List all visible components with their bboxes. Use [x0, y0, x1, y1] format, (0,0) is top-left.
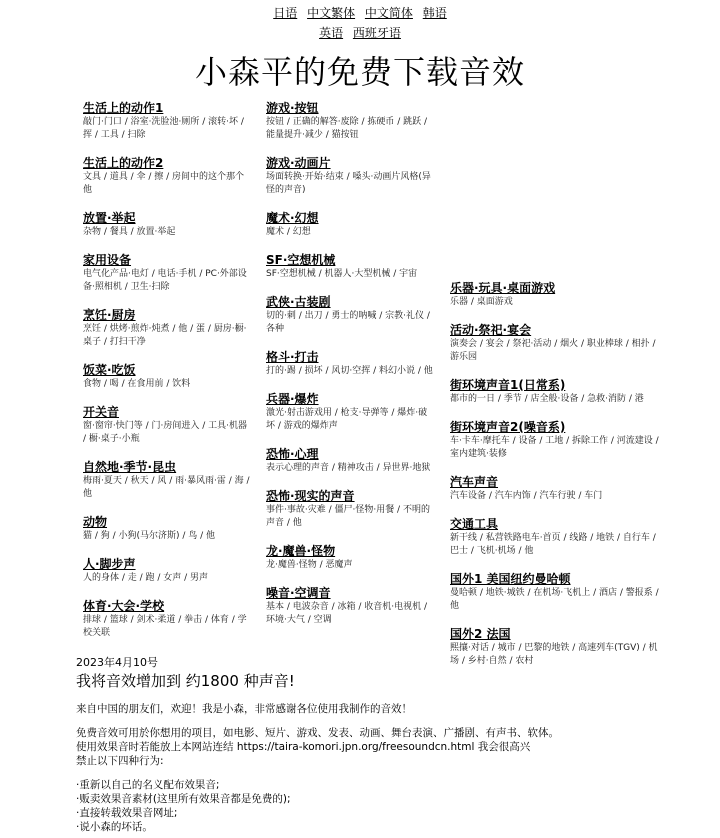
category-subtopics: 激光·射击游戏用 / 枪支·导弹等 / 爆炸·破坏 / 游戏的爆炸声	[266, 408, 428, 431]
category-subtopics: 窗·窗帘·快门等 / 门·房间进入 / 工具·机器 / 橱·桌子·小瓶	[83, 421, 247, 444]
news-section	[76, 655, 676, 834]
category-block	[450, 419, 665, 461]
category-block	[266, 391, 434, 433]
category-subtopics: 新干线 / 私营铁路电车·首页 / 线路 / 地铁 / 自行车 / 巴士 / 飞机·机场 / 他	[450, 533, 656, 556]
category-subtopics: 排球 / 篮球 / 剑术·柔道 / 拳击 / 体育 / 学校关联	[83, 615, 247, 638]
category-subtopics: 梅雨·夏天 / 秋天 / 风 / 雨·暴风雨·雷 / 海 / 他	[83, 476, 250, 499]
category-block	[450, 280, 665, 309]
prohibited-item: ·说小森的坏话。	[76, 821, 153, 833]
category-link[interactable]: 乐器·玩具·桌面游戏	[450, 281, 556, 295]
category-subtopics: 演奏会 / 宴会 / 祭祀·活动 / 烟火 / 职业棒球 / 相扑 / 游乐园	[450, 339, 656, 362]
category-subtopics: 曼哈顿 / 地铁·城铁 / 在机场·飞机上 / 酒店 / 警报系 / 他	[450, 588, 659, 611]
category-subtopics: 烹饪 / 烘烤·煎炸·炖煮 / 他 / 蛋 / 厨房·橱·桌子 / 打扫干净	[83, 324, 247, 347]
category-link[interactable]: 龙·魔兽·怪物	[266, 544, 336, 558]
category-link[interactable]: 汽车声音	[450, 475, 499, 489]
category-link[interactable]: 活动·祭祀·宴会	[450, 323, 532, 337]
category-block	[450, 322, 665, 364]
category-block	[266, 349, 434, 378]
category-block	[450, 377, 665, 406]
category-link[interactable]: 恐怖·心理	[266, 447, 319, 461]
category-subtopics: 乐器 / 桌面游戏	[450, 297, 513, 307]
language-link-simplified-chinese[interactable]: 中文简体	[364, 6, 413, 20]
category-subtopics: 魔术 / 幻想	[266, 227, 311, 237]
category-link[interactable]: 自然地·季节·昆虫	[83, 460, 177, 474]
category-block	[266, 585, 434, 627]
news-headline: 我将音效增加到 约1800 种声音!	[76, 672, 295, 690]
category-link[interactable]: 游戏·动画片	[266, 156, 331, 170]
news-date: 2023年4月10号	[76, 656, 158, 669]
category-block	[450, 516, 665, 558]
category-subtopics: 车·卡车·摩托车 / 设备 / 工地 / 拆除工作 / 河流建设 / 室内建筑·装修	[450, 436, 659, 459]
category-block	[83, 598, 251, 640]
category-block	[83, 210, 251, 239]
language-links-row-1	[0, 0, 720, 23]
usage-line-2: 使用效果音时若能放上本网站连结 https://taira-komori.jpn.org/freesoundcn.html 我会很高兴	[76, 741, 531, 753]
category-block	[266, 294, 434, 336]
category-block	[266, 488, 434, 530]
news-greeting: 来自中国的朋友们，欢迎！我是小森，非常感谢各位使用我制作的音效！	[76, 703, 412, 715]
category-link[interactable]: 魔术·幻想	[266, 211, 319, 225]
category-block	[83, 556, 251, 585]
usage-line-1: 免费音效可用於你想用的项目，如电影、短片、游戏、发表、动画、舞台表演、广播剧、有声书、软体。	[76, 727, 559, 739]
category-block	[266, 543, 434, 572]
category-block	[83, 362, 251, 391]
category-block	[83, 404, 251, 446]
category-subtopics: SF·空想机械 / 机器人·大型机械 / 宇宙	[266, 269, 418, 279]
prohibited-item: ·重新以自己的名义配布效果音;	[76, 779, 220, 791]
category-column-3	[450, 280, 665, 681]
category-block	[83, 514, 251, 543]
category-subtopics: 基本 / 电波杂音 / 冰箱 / 收音机·电视机 / 环境·大气 / 空调	[266, 602, 428, 625]
category-link[interactable]: 烹饪·厨房	[83, 308, 136, 322]
category-subtopics: 敲门·门口 / 浴室·洗脸池·厕所 / 滚转·坏 / 挥 / 工具 / 扫除	[83, 117, 244, 140]
category-block	[83, 155, 251, 197]
category-subtopics: 食物 / 喝 / 在食用前 / 饮料	[83, 379, 191, 389]
news-usage	[76, 726, 676, 768]
category-subtopics: 龙·魔兽·怪物 / 恶魔声	[266, 560, 353, 570]
category-subtopics: 打的·踢 / 损坏 / 风切·空挥 / 料幻小说 / 他	[266, 366, 433, 376]
category-block	[266, 100, 434, 142]
category-subtopics: 都市的一日 / 季节 / 店全般·设备 / 急救·消防 / 港	[450, 394, 644, 404]
category-link[interactable]: 国外1 美国纽约曼哈顿	[450, 572, 571, 586]
category-link[interactable]: 街环境声音2(噪音系)	[450, 420, 566, 434]
prohibited-item: ·贩卖效果音素材(这里所有效果音都是免费的);	[76, 793, 291, 805]
category-link[interactable]: 生活上的动作1	[83, 101, 164, 115]
category-link[interactable]: 武侠·古装剧	[266, 295, 331, 309]
page-title: 小森平的免费下载音效	[194, 53, 525, 91]
category-block	[83, 459, 251, 501]
category-link[interactable]: 国外2 法国	[450, 627, 511, 641]
category-block	[83, 100, 251, 142]
category-column-1	[83, 100, 251, 653]
category-subtopics: 按钮 / 正确的解答·废除 / 拣硬币 / 跳跃 / 能量提升·减少 / 猫按钮	[266, 117, 428, 140]
category-subtopics: 杂物 / 餐具 / 放置·举起	[83, 227, 176, 237]
category-link[interactable]: 格斗·打击	[266, 350, 319, 364]
category-link[interactable]: 生活上的动作2	[83, 156, 164, 170]
language-link-japanese[interactable]: 日语	[273, 6, 298, 20]
category-link[interactable]: 恐怖·现实的声音	[266, 489, 355, 503]
category-link[interactable]: 家用设备	[83, 253, 132, 267]
category-block	[83, 307, 251, 349]
language-link-spanish[interactable]: 西班牙语	[352, 26, 401, 40]
category-subtopics: 文具 / 道具 / 伞 / 擦 / 房间中的这个那个他	[83, 172, 245, 195]
category-block	[266, 155, 434, 197]
prohibited-list	[76, 778, 676, 834]
category-subtopics: 电气化产品·电灯 / 电话·手机 / PC·外部设备·照相机 / 卫生·扫除	[83, 269, 247, 292]
category-block	[450, 474, 665, 503]
category-block	[83, 252, 251, 294]
category-link[interactable]: 人·脚步声	[83, 557, 136, 571]
category-subtopics: 事件·事故·灾难 / 僵尸·怪物·用餐 / 不明的声音 / 他	[266, 505, 430, 528]
category-link[interactable]: 游戏·按钮	[266, 101, 319, 115]
category-block	[266, 252, 434, 281]
language-link-traditional-chinese[interactable]: 中文繁体	[307, 6, 356, 20]
category-subtopics: 人的身体 / 走 / 跑 / 女声 / 男声	[83, 573, 209, 583]
category-link[interactable]: 开关音	[83, 405, 120, 419]
category-subtopics: 汽车设备 / 汽车内饰 / 汽车行驶 / 车门	[450, 491, 603, 501]
prohibited-item: ·直接转载效果音网址;	[76, 807, 178, 819]
category-link[interactable]: 饭菜·吃饭	[83, 363, 136, 377]
category-link[interactable]: SF·空想机械	[266, 253, 336, 267]
category-block	[450, 571, 665, 613]
category-link[interactable]: 放置·举起	[83, 211, 136, 225]
category-link[interactable]: 噪音·空调音	[266, 586, 331, 600]
category-subtopics: 场面转换·开始·结束 / 嗓头·动画片风格(异怪的声音)	[266, 172, 431, 195]
category-subtopics: 熙攘·对话 / 城市 / 巴黎的地铁 / 高速列车(TGV) / 机场 / 乡村·自然 / 农村	[450, 643, 658, 666]
language-link-english[interactable]: 英语	[319, 26, 344, 40]
category-block	[266, 446, 434, 475]
category-link[interactable]: 交通工具	[450, 517, 499, 531]
language-links-row-2	[0, 23, 720, 43]
language-link-korean[interactable]: 韩语	[422, 6, 447, 20]
usage-line-3: 禁止以下四种行为:	[76, 755, 164, 767]
category-subtopics: 猫 / 狗 / 小狗(马尔济斯) / 鸟 / 他	[83, 531, 216, 541]
category-link[interactable]: 体育·大会·学校	[83, 599, 165, 613]
category-link[interactable]: 动物	[83, 515, 108, 529]
category-subtopics: 表示心理的声音 / 精神攻击 / 异世界·地狱	[266, 463, 431, 473]
category-link[interactable]: 街环境声音1(日常系)	[450, 378, 566, 392]
category-link[interactable]: 兵器·爆炸	[266, 392, 319, 406]
category-block	[266, 210, 434, 239]
category-subtopics: 切的·刺 / 出刀 / 勇士的呐喊 / 宗教·礼仪 / 各种	[266, 311, 430, 334]
category-column-2	[266, 100, 434, 640]
